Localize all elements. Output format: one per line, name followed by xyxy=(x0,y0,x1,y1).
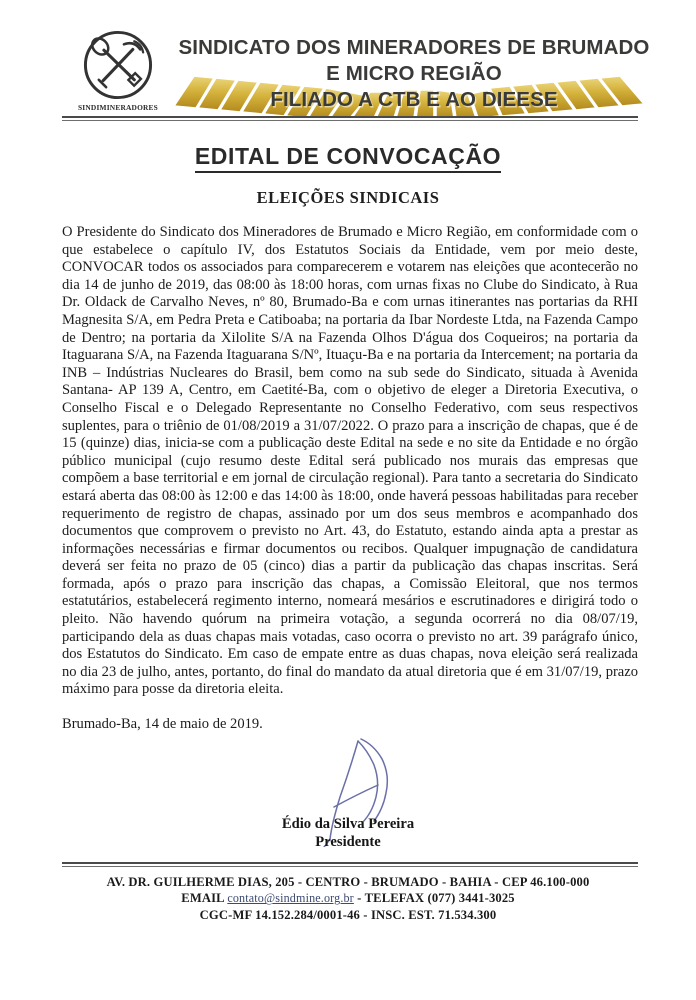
signature-wrap xyxy=(0,735,696,855)
footer-email-label: EMAIL xyxy=(181,891,228,906)
document-title-text: EDITAL DE CONVOCAÇÃO xyxy=(195,143,501,173)
banner-text xyxy=(168,30,660,118)
union-logo xyxy=(62,28,174,120)
pickaxe-shovel-circle-icon xyxy=(81,28,155,102)
logo-caption: SINDIMINERADORES xyxy=(78,103,158,112)
document-subtitle: ELEIÇÕES SINDICAIS xyxy=(256,188,440,207)
footer-telefax: - TELEFAX (077) 3441-3025 xyxy=(353,891,515,906)
letterhead-banner xyxy=(168,30,660,118)
signatory-name: Édio da Silva Pereira xyxy=(281,816,415,832)
footer xyxy=(0,874,696,923)
footer-contact xyxy=(0,890,696,906)
banner-line-3: FILIADO A CTB E AO DIEESE xyxy=(270,88,558,111)
footer-registration: CGC-MF 14.152.284/0001-46 - INSC. EST. 71.534.300 xyxy=(199,907,497,922)
footer-address: AV. DR. GUILHERME DIAS, 205 - CENTRO - BRUMADO - BAHIA - CEP 46.100-000 xyxy=(106,875,590,889)
signature-block xyxy=(0,735,696,855)
document-title xyxy=(0,143,696,170)
banner-line-1: SINDICATO DOS MINERADORES DE BRUMADO xyxy=(178,36,650,59)
signatory-role: Presidente xyxy=(315,834,381,850)
place-and-date: Brumado-Ba, 14 de maio de 2019. xyxy=(62,716,263,733)
body-paragraph: O Presidente do Sindicato dos Mineradores de Brumado e Micro Região, em conformidade com o que estabelece o capítulo IV, dos Estatutos Sociais da Entidade, vem por meio deste, CONVOCAR todos os associados para comparecerem e votarem nas eleições que acontecerão no dia 14 de junho de 2019, das 08:00 às 18:00 horas, com urnas fixas no Clube do Sindicato, à Rua Dr. Oldack de Carvalho Neves, nº 80, Brumado-Ba e com urnas itinerantes nas portarias da RHI Magnesita S/A, em Pedra Preta e Catiboaba; na portaria da Ibar Nordeste Ltda, na Fazenda Campo de Dentro; na portaria da Xilolite S/A na Fazenda Olhos D'água dos Coqueiros; na portaria da Itaguarana S/A, na Fazenda Itaguarana S/Nº, Ituaçu-Ba e na portaria da Intercement; na portaria da INB – Indústrias Nucleares do Brasil, bem como na sub sede do Sindicato, situada à Avenida Santana- AP 139 A, Centro, em Caetité-Ba, com o objetivo de eleger a Diretoria Executiva, o Conselho Fiscal e o Delegado Representante no Conselho Federativo, com seus respectivos suplentes, para o triênio de 01/08/2019 a 31/07/2022. O prazo para a inscrição de chapas, que é de 15 (quinze) dias, inicia-se com a publicação deste Edital na sede e no site da Entidade e no órgão público municipal (cujo resumo deste Edital será publicado nos murais das empresas que compõem a base territorial e em jornal de circulação regional). Para tanto a secretaria do Sindicato estará aberta das 08:00 às 12:00 e das 14:00 às 18:00, onde haverá pessoas habilitadas para receber requerimento de registro de chapas, assinado por um dos seus membros e acompanhado dos documentos que comprovem o previsto no Art. 43, do Estatuto, estando ainda apta a prestar as informações necessárias e firmar documentos ou recibos. Qualquer impugnação de candidatura deverá ser feita no prazo de 05 (cinco) dias a partir da publicação das chapas inscritas. Será formada, após o prazo para inscrição das chapas, a Comissão Eleitoral, que nos termos estatutários, estabelecerá regimento interno, nomeará mesários e escrutinadores e dirigirá todo o pleito. Não havendo quórum na primeira votação, a segunda ocorrerá no dia 08/07/19, participando dela as duas chapas mais votadas, caso ocorra o previsto no art. 39 parágrafo único, dos Estatutos do Sindicato. Em caso de empate entre as duas chapas, nova eleição será realizada no dia 23 de julho, antes, portanto, do final do mandato da atual diretoria que é em 31/07/19, prazo máximo para posse da diretoria eleita. xyxy=(62,224,638,698)
document-body xyxy=(62,224,638,734)
footer-divider-thin xyxy=(62,866,638,867)
header-divider xyxy=(62,116,638,121)
letterhead xyxy=(0,0,696,128)
footer-divider xyxy=(62,862,638,867)
banner-line-2: E MICRO REGIÃO xyxy=(326,62,502,85)
footer-email-link[interactable]: contato@sindmine.org.br xyxy=(227,891,354,906)
header-divider-thin xyxy=(62,120,638,121)
